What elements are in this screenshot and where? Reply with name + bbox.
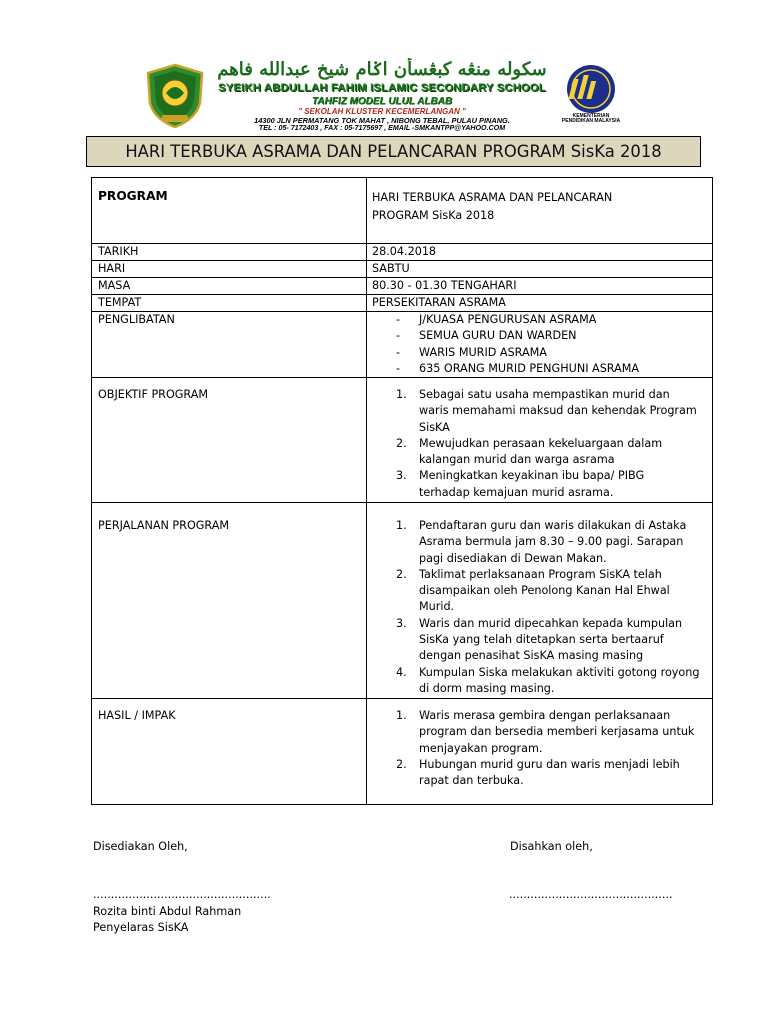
list-item: 3. Waris dan murid dipecahkan kepada kumpulan SisKa yang telah ditetapkan serta bertaaruf dengan penasihat SisKA masing masing [396, 616, 683, 663]
signatory-position: Penyelaras SisKA [93, 921, 189, 934]
signatory-name: Rozita binti Abdul Rahman [93, 905, 242, 918]
list-item: - WARIS MURID ASRAMA [396, 345, 547, 359]
school-name-jawi: سکوله منڠه کبڠسأن اݢام شيخ عبدالله فاهم [217, 59, 547, 80]
penglibatan-list [372, 312, 639, 377]
school-name: SYEIKH ABDULLAH FAHIM ISLAMIC SECONDARY SCHOOL [218, 82, 546, 94]
table-row-divider [92, 698, 712, 699]
program-value-line2: PROGRAM SisKa 2018 [372, 209, 495, 222]
hasil-list [372, 708, 712, 789]
objektif-label: OBJEKTIF PROGRAM [98, 388, 209, 401]
hari-label: HARI [98, 262, 126, 275]
table-row-divider [92, 377, 712, 378]
list-item: 2. Mewujudkan perasaan kekeluargaan dalam kalangan murid dan warga asrama [396, 436, 663, 467]
penglibatan-label: PENGLIBATAN [98, 313, 175, 326]
ministry-caption: KEMENTERIAN PENDIDIKAN MALAYSIA [561, 113, 621, 124]
school-crest-icon [144, 63, 206, 129]
tarikh-label: TARIKH [98, 245, 139, 258]
list-item: 1. Sebagai satu usaha mempastikan murid dan waris memahami maksud dan kehendak Program SisKA [396, 388, 697, 434]
school-contact: TEL : 05- 7172403 , FAX : 05-7175697 , EMAIL -SMKANTPP@YAHOO.COM [258, 124, 506, 132]
list-item: 1. Waris merasa gembira dengan perlaksanaan program dan bersedia memberi kerjasama untuk menjayakan program. [396, 709, 695, 755]
list-item: - J/KUASA PENGURUSAN ASRAMA [396, 313, 597, 326]
table-row-divider [92, 502, 712, 503]
school-address: 14300 JLN PERMATANG TOK MAHAT , NIBONG TEBAL, PULAU PINANG. [254, 116, 510, 125]
document-title: HARI TERBUKA ASRAMA DAN PELANCARAN PROGRAM SisKa 2018 [125, 142, 662, 161]
document-title-box [86, 136, 701, 167]
approved-by-label: Disahkan oleh, [510, 840, 593, 853]
list-item: - SEMUA GURU DAN WARDEN [396, 329, 577, 343]
school-tagline: TAHFIZ MODEL ULUL ALBAB [311, 96, 453, 107]
list-item: 2. Taklimat perlaksanaan Program SisKA telah disampaikan oleh Penolong Kanan Hal Ehwal Murid. [396, 567, 670, 614]
perjalanan-label: PERJALANAN PROGRAM [98, 519, 230, 532]
list-item: 3. Meningkatkan keyakinan ibu bapa/ PIBG terhadap kemajuan murid asrama. [396, 469, 645, 499]
objektif-list [372, 387, 712, 501]
hasil-label: HASIL / IMPAK [98, 709, 176, 722]
masa-label: MASA [98, 279, 131, 292]
signature-line-left: .................................................. [93, 888, 271, 901]
list-item: 2. Hubungan murid guru dan waris menjadi lebih rapat dan terbuka. [396, 757, 680, 788]
program-label: PROGRAM [98, 189, 168, 203]
list-item: - 635 ORANG MURID PENGHUNI ASRAMA [396, 361, 640, 375]
prepared-by-label: Disediakan Oleh, [93, 840, 188, 853]
list-item: 4. Kumpulan Siska melakukan aktiviti gotong royong di dorm masing masing. [396, 665, 700, 695]
tempat-value: PERSEKITARAN ASRAMA [372, 296, 506, 309]
hari-value: SABTU [372, 262, 410, 275]
program-value-line1: HARI TERBUKA ASRAMA DAN PELANCARAN [372, 191, 613, 204]
signature-line-right: .............................................. [509, 888, 673, 901]
tempat-label: TEMPAT [98, 296, 142, 309]
column-divider [366, 178, 367, 804]
school-header-banner [94, 54, 638, 134]
list-item: 1. Pendaftaran guru dan waris dilakukan di Astaka Asrama bermula jam 8.30 – 9.00 pagi. Sarapan pagi disediakan di Dewan Makan. [396, 519, 687, 565]
tarikh-value: 28.04.2018 [372, 245, 437, 258]
perjalanan-list [372, 518, 712, 697]
program-table [91, 177, 713, 805]
school-cluster-label: " SEKOLAH KLUSTER KECEMERLANGAN " [298, 107, 466, 116]
masa-value: 80.30 - 01.30 TENGAHARI [372, 279, 517, 292]
